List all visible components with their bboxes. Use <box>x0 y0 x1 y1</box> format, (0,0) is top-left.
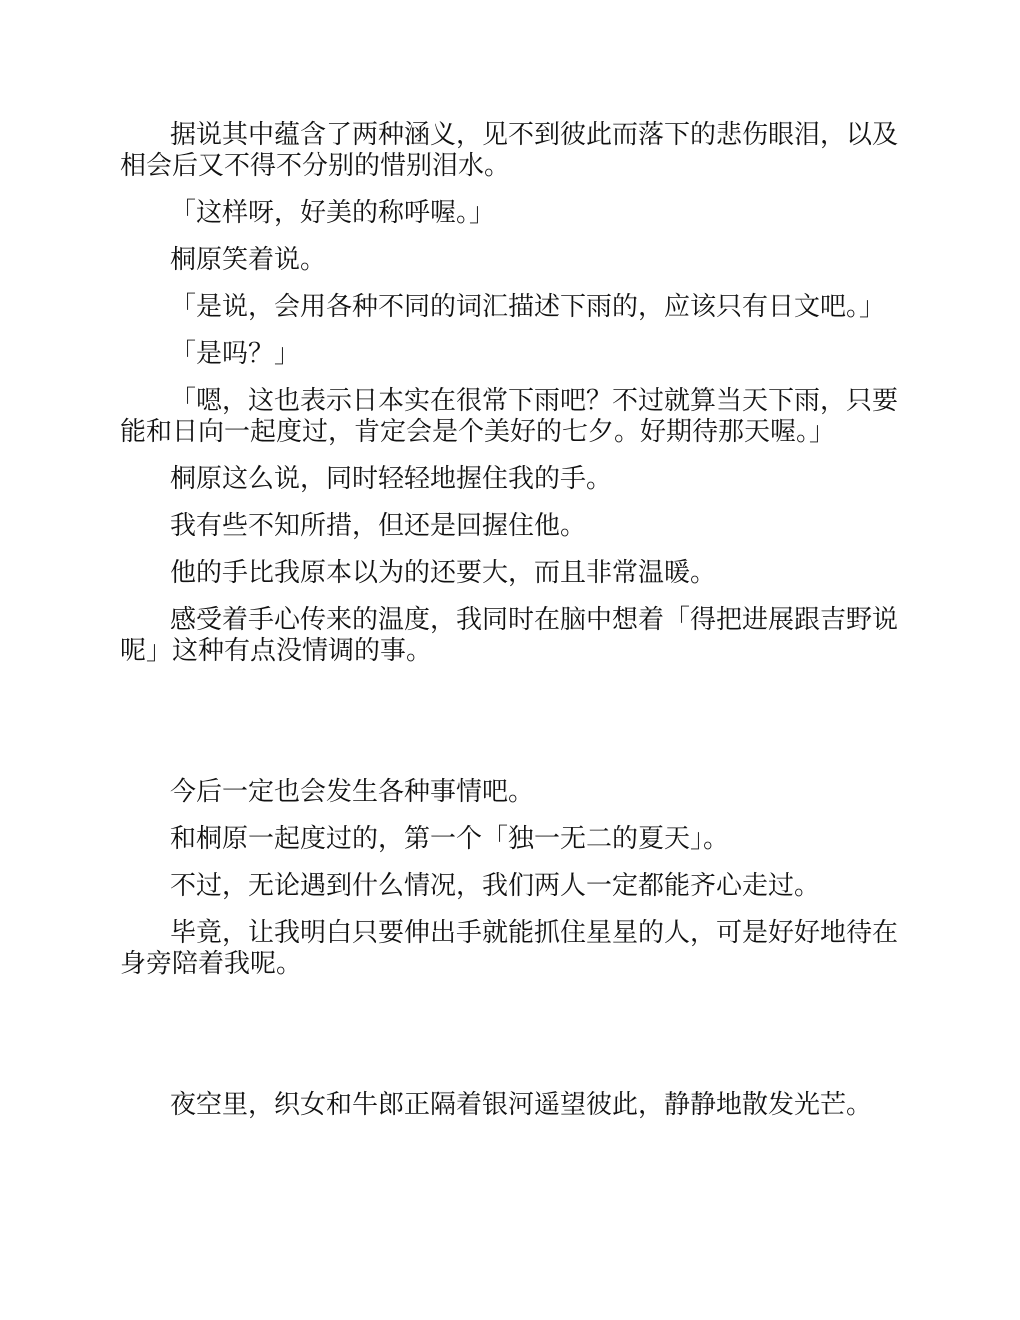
paragraph: 「嗯，这也表示日本实在很常下雨吧？不过就算当天下雨，只要能和日向一起度过，肯定会是个美好的七夕。好期待那天喔。」 <box>120 386 899 447</box>
section-break <box>120 683 900 777</box>
paragraph: 据说其中蕴含了两种涵义，见不到彼此而落下的悲伤眼泪，以及相会后又不得不分别的惜别泪水。 <box>120 120 899 181</box>
paragraph: 和桐原一起度过的，第一个「独一无二的夏天」。 <box>170 824 730 854</box>
paragraph: 毕竟，让我明白只要伸出手就能抓住星星的人，可是好好地待在身旁陪着我呢。 <box>120 918 899 979</box>
paragraph: 「是说，会用各种不同的词汇描述下雨的，应该只有日文吧。」 <box>170 292 886 322</box>
paragraph: 今后一定也会发生各种事情吧。 <box>170 777 535 807</box>
paragraph: 他的手比我原本以为的还要大，而且非常温暖。 <box>170 558 717 588</box>
paragraph: 我有些不知所措，但还是回握住他。 <box>170 511 587 541</box>
paragraph: 「这样呀，好美的称呼喔。」 <box>170 198 496 228</box>
body-text <box>120 120 900 1137</box>
section-break <box>120 996 900 1090</box>
paragraph: 「是吗？」 <box>170 339 301 369</box>
paragraph: 感受着手心传来的温度，我同时在脑中想着「得把进展跟吉野说呢」这种有点没情调的事。 <box>120 605 899 666</box>
paragraph: 桐原这么说，同时轻轻地握住我的手。 <box>170 464 613 494</box>
paragraph: 夜空里，织女和牛郎正隔着银河遥望彼此，静静地散发光芒。 <box>170 1090 873 1120</box>
paragraph: 桐原笑着说。 <box>170 245 327 275</box>
paragraph: 不过，无论遇到什么情况，我们两人一定都能齐心走过。 <box>170 871 821 901</box>
